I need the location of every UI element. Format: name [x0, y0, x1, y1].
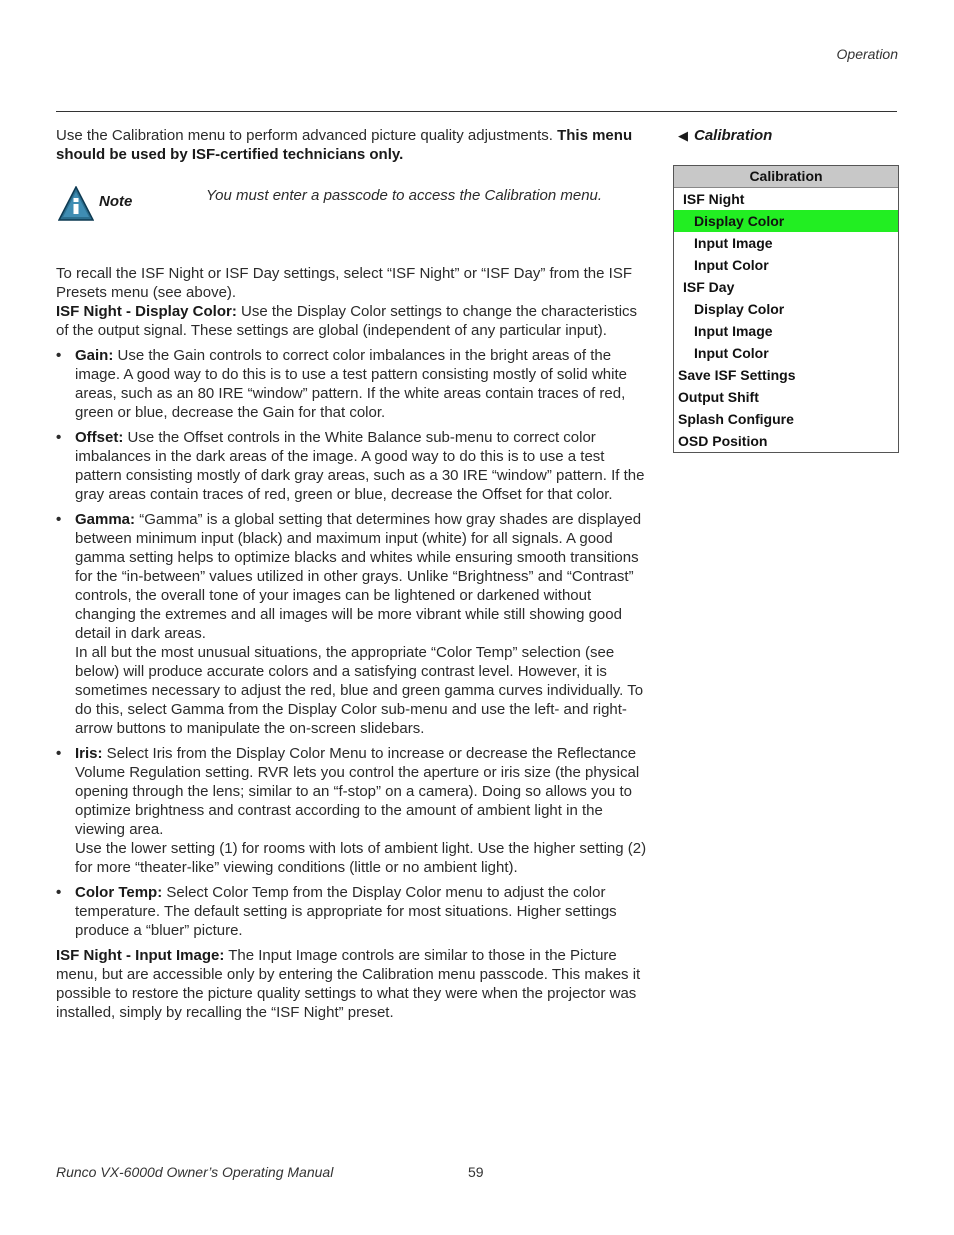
arrow-left-icon: ◀ — [678, 128, 688, 143]
running-header: Operation — [836, 46, 898, 62]
bullet-gamma — [56, 510, 652, 738]
bullet-text: Use the Offset controls in the White Balance sub-menu to correct color imbalances in the dark areas of the image. A good way to do this is to use a test pattern consisting mostly of dark gray areas, such as a 30 IRE “window” pattern. If the gray areas contain traces of red, green or blue, decrease the Offset for that color. — [75, 429, 645, 503]
bullet-term: Iris: — [75, 745, 103, 762]
note-info-icon — [58, 186, 94, 222]
note-callout — [56, 186, 652, 264]
menu-item-splash-configure[interactable]: Splash Configure — [678, 411, 794, 427]
page-number: 59 — [468, 1164, 484, 1180]
bullet-term: Gain: — [75, 347, 114, 364]
display-color-bullet-list — [56, 346, 652, 940]
menu-item-day-input-color[interactable]: Input Color — [694, 345, 769, 361]
bullet-text: Select Color Temp from the Display Color menu to adjust the color temperature. The default setting is appropriate for most situations. Higher settings produce a “bluer” picture. — [75, 884, 617, 939]
bullet-text: Use the Gain controls to correct color imbalances in the bright areas of the image. A good way to do this is to use a test pattern consisting mostly of solid white areas, such as an 80 IRE “window” pattern. If the white areas contain traces of red, green or blue, decrease the Gain for that color. — [75, 347, 627, 421]
bullet-dot: • — [56, 884, 62, 901]
intro-warning: This menu should be used by ISF-certified technicians only. — [56, 127, 633, 163]
bullet-dot: • — [56, 745, 62, 762]
menu-item-night-input-color[interactable]: Input Color — [694, 257, 769, 273]
bullet-term: Color Temp: — [75, 884, 163, 901]
bullet-dot: • — [56, 429, 62, 446]
menu-item-osd-position[interactable]: OSD Position — [678, 433, 768, 449]
input-image-text: The Input Image controls are similar to those in the Picture menu, but are accessible only by entering the Calibration menu passcode. This makes it possible to restore the picture quality settings to what they were when the projector was installed, simply by recalling the “ISF Night” preset. — [56, 947, 641, 1021]
bullet-extra-paragraph: In all but the most unusual situations, the appropriate “Color Temp” selection (see below) will produce accurate colors and a satisfying contrast level. However, it is sometimes necessary to adjust the red, blue and green gamma curves individually. To do this, select Gamma from the Display Color sub-menu and use the left- and right-arrow buttons to manipulate the on-screen slidebars. — [75, 644, 644, 737]
bullet-text: “Gamma” is a global setting that determines how gray shades are displayed between minimum input (black) and maximum input (white) for all signals. A good gamma setting helps to optimize blacks and whites while ensuring smooth transitions for the “in-between” values utilized in other grays. Unlike “Brightness” and “Contrast” controls, the overall tone of your images can be lightened or darkened without changing the extremes and all images will be more vibrant while still showing good detail in dark areas. — [75, 511, 642, 642]
bullet-gain — [56, 346, 652, 422]
sidebar-heading — [678, 126, 772, 145]
bullet-color-temp — [56, 883, 652, 940]
menu-item-night-display-color[interactable]: Display Color — [674, 210, 898, 232]
bullet-dot: • — [56, 347, 62, 364]
sidebar-title: Calibration — [694, 127, 773, 144]
calibration-menu — [673, 165, 899, 453]
input-image-lead: ISF Night - Input Image: — [56, 947, 225, 964]
display-color-text: Use the Display Color settings to change the characteristics of the output signal. These settings are global (independent of any particular input). — [56, 303, 638, 339]
bullet-dot: • — [56, 511, 62, 528]
bullet-iris — [56, 744, 652, 877]
header-rule — [56, 111, 897, 112]
note-label: Note — [99, 193, 133, 210]
menu-item-isf-day[interactable]: ISF Day — [683, 279, 735, 295]
bullet-extra-paragraph: Use the lower setting (1) for rooms with lots of ambient light. Use the higher setting (2) for more “theater-like” viewing conditions (little or no ambient light). — [75, 840, 647, 876]
menu-item-output-shift[interactable]: Output Shift — [678, 389, 759, 405]
menu-item-save-isf-settings[interactable]: Save ISF Settings — [678, 367, 796, 383]
main-content — [56, 126, 652, 1022]
intro-paragraph — [56, 126, 652, 164]
menu-item-night-input-image[interactable]: Input Image — [694, 235, 773, 251]
input-image-paragraph — [56, 946, 652, 1022]
intro-text: Use the Calibration menu to perform advanced picture quality adjustments. — [56, 127, 558, 144]
bullet-text: Select Iris from the Display Color Menu to increase or decrease the Reflectance Volume Regulation setting. RVR lets you control the aperture or iris size (the physical opening through the lens; similar to an “f-stop” on a camera). Doing so allows you to optimize brightness and contrast according to the amount of ambient light in the viewing area. — [75, 745, 640, 838]
display-color-lead: ISF Night - Display Color: — [56, 303, 237, 320]
recall-paragraph: To recall the ISF Night or ISF Day settings, select “ISF Night” or “ISF Day” from the ISF Presets menu (see above). — [56, 265, 632, 301]
bullet-offset — [56, 428, 652, 504]
display-color-paragraph — [56, 302, 652, 340]
bullet-term: Offset: — [75, 429, 124, 446]
menu-item-day-input-image[interactable]: Input Image — [694, 323, 773, 339]
footer-manual-title: Runco VX-6000d Owner’s Operating Manual — [56, 1164, 334, 1180]
bullet-term: Gamma: — [75, 511, 136, 528]
menu-header: Calibration — [674, 166, 898, 188]
note-text: You must enter a passcode to access the Calibration menu. — [206, 187, 603, 204]
menu-item-isf-night[interactable]: ISF Night — [683, 191, 745, 207]
menu-item-day-display-color[interactable]: Display Color — [694, 301, 785, 317]
